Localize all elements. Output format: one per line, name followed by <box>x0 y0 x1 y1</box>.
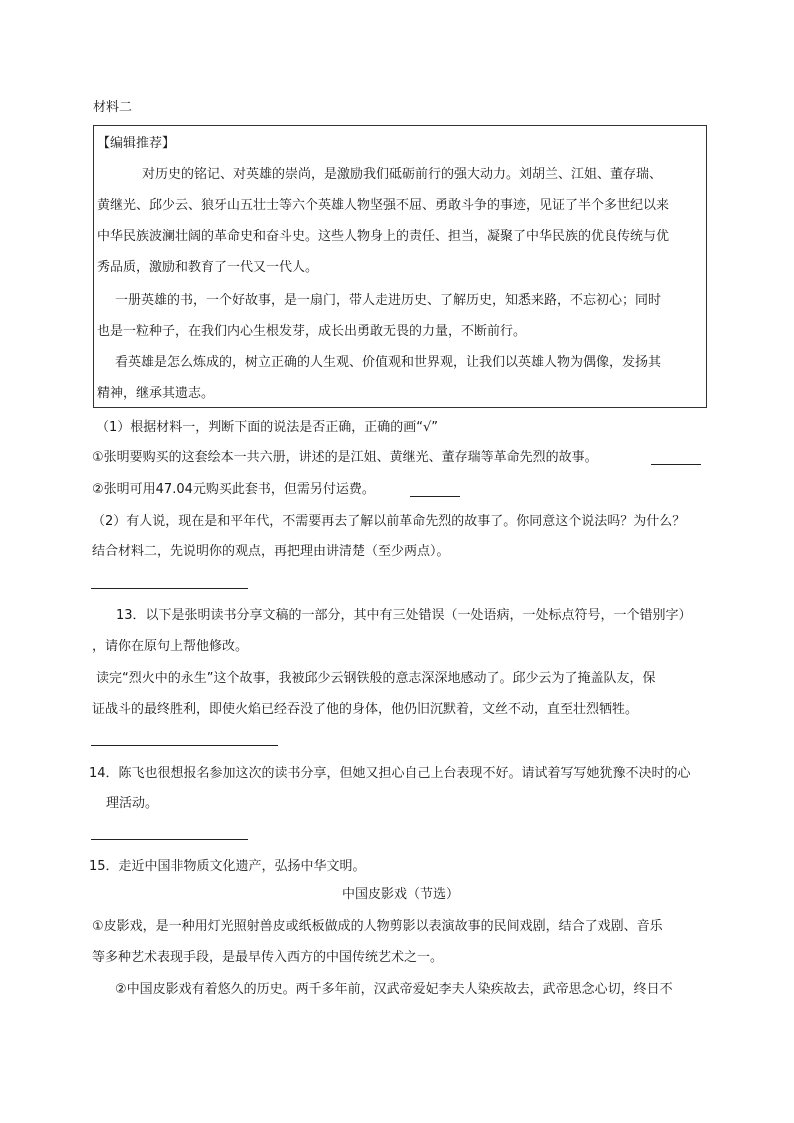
box-p1-line1: 对历史的铭记、对英雄的崇尚，是激励我们砥砺前行的强大动力。刘胡兰、江姐、董存瑞、 <box>142 167 663 182</box>
box-p3-line2: 精神，继承其遗志。 <box>97 386 215 401</box>
q12-sub2-line2: 结合材料二，先说明你的观点，再把理由讲清楚（至少两点）。 <box>92 544 450 559</box>
q14-line2: 理活动。 <box>106 796 159 811</box>
box-p1-line4: 秀品质，激励和教育了一代又一代人。 <box>97 260 319 275</box>
box-title: 【编辑推荐】 <box>97 136 176 151</box>
q12-item1-answer-blank[interactable] <box>651 464 701 465</box>
q12-sub2-answer-line[interactable] <box>91 588 248 589</box>
q15-intro: 15．走近中国非物质文化遗产，弘扬中华文明。 <box>89 859 366 874</box>
q15-article-title: 中国皮影戏（节选） <box>342 887 460 902</box>
box-p1-line2: 黄继光、邱少云、狼牙山五壮士等六个英雄人物坚强不屈、勇敢斗争的事迹，见证了半个多世纪以来 <box>97 198 670 213</box>
q12-sub1-prompt: （1）根据材料一，判断下面的说法是否正确，正确的画“√” <box>96 420 439 435</box>
q12-sub1-item2: ②张明可用47.04元购买此套书，但需另付运费。 <box>92 482 375 497</box>
q15-para2-line1: ②中国皮影戏有着悠久的历史。两千多年前，汉武帝爱妃李夫人染疾故去，武帝思念心切，终日不 <box>115 982 673 997</box>
box-p3-line1: 看英雄是怎么炼成的，树立正确的人生观、价值观和世界观，让我们以英雄人物为偶像，发扬其 <box>115 355 662 370</box>
box-p2-line1: 一册英雄的书，一个好故事，是一扇门，带人走进历史、了解历史，知悉来路，不忘初心；同时 <box>115 293 662 308</box>
q13-answer-line[interactable] <box>91 745 278 746</box>
q12-sub1-item1: ①张明要购买的这套绘本一共六册，讲述的是江姐、黄继光、董存瑞等革命先烈的故事。 <box>92 450 598 465</box>
q14-answer-line[interactable] <box>91 839 248 840</box>
q13-line2: ，请你在原句上帮他修改。 <box>92 639 249 654</box>
q14-line1: 14．陈飞也很想报名参加这次的读书分享，但她又担心自己上台表现不好。请试着写写她犹豫不决时的心 <box>89 766 691 781</box>
q15-para1-line1: ①皮影戏，是一种用灯光照射兽皮或纸板做成的人物剪影以表演故事的民间戏剧，结合了戏剧、音乐 <box>92 919 663 934</box>
q13-excerpt-line2: 证战斗的最终胜利，即使火焰已经吞没了他的身体，他仍旧沉默着，文丝不动，直至壮烈牺牲。 <box>92 702 639 717</box>
q12-item2-answer-blank[interactable] <box>410 496 460 497</box>
box-p1-line3: 中华民族波澜壮阔的革命史和奋斗史。这些人物身上的责任、担当，凝聚了中华民族的优良传统与优 <box>97 229 670 244</box>
q13-line1: 13．以下是张明读书分享文稿的一部分，其中有三处错误（一处语病，一处标点符号，一个错别字） <box>116 608 692 623</box>
q15-para1-line2: 等多种艺术表现手段，是最早传入西方的中国传统艺术之一。 <box>92 950 444 965</box>
material2-heading: 材料二 <box>93 100 133 115</box>
q12-sub2-line1: （2）有人说，现在是和平年代，不需要再去了解以前革命先烈的故事了。你同意这个说法吗？为什么？ <box>92 514 686 529</box>
box-p2-line2: 也是一粒种子，在我们内心生根发芽，成长出勇敢无畏的力量，不断前行。 <box>97 324 527 339</box>
q13-excerpt-line1: 读完“烈火中的永生”这个故事，我被邱少云钢铁般的意志深深地感动了。邱少云为了掩盖队友，保 <box>96 671 656 686</box>
